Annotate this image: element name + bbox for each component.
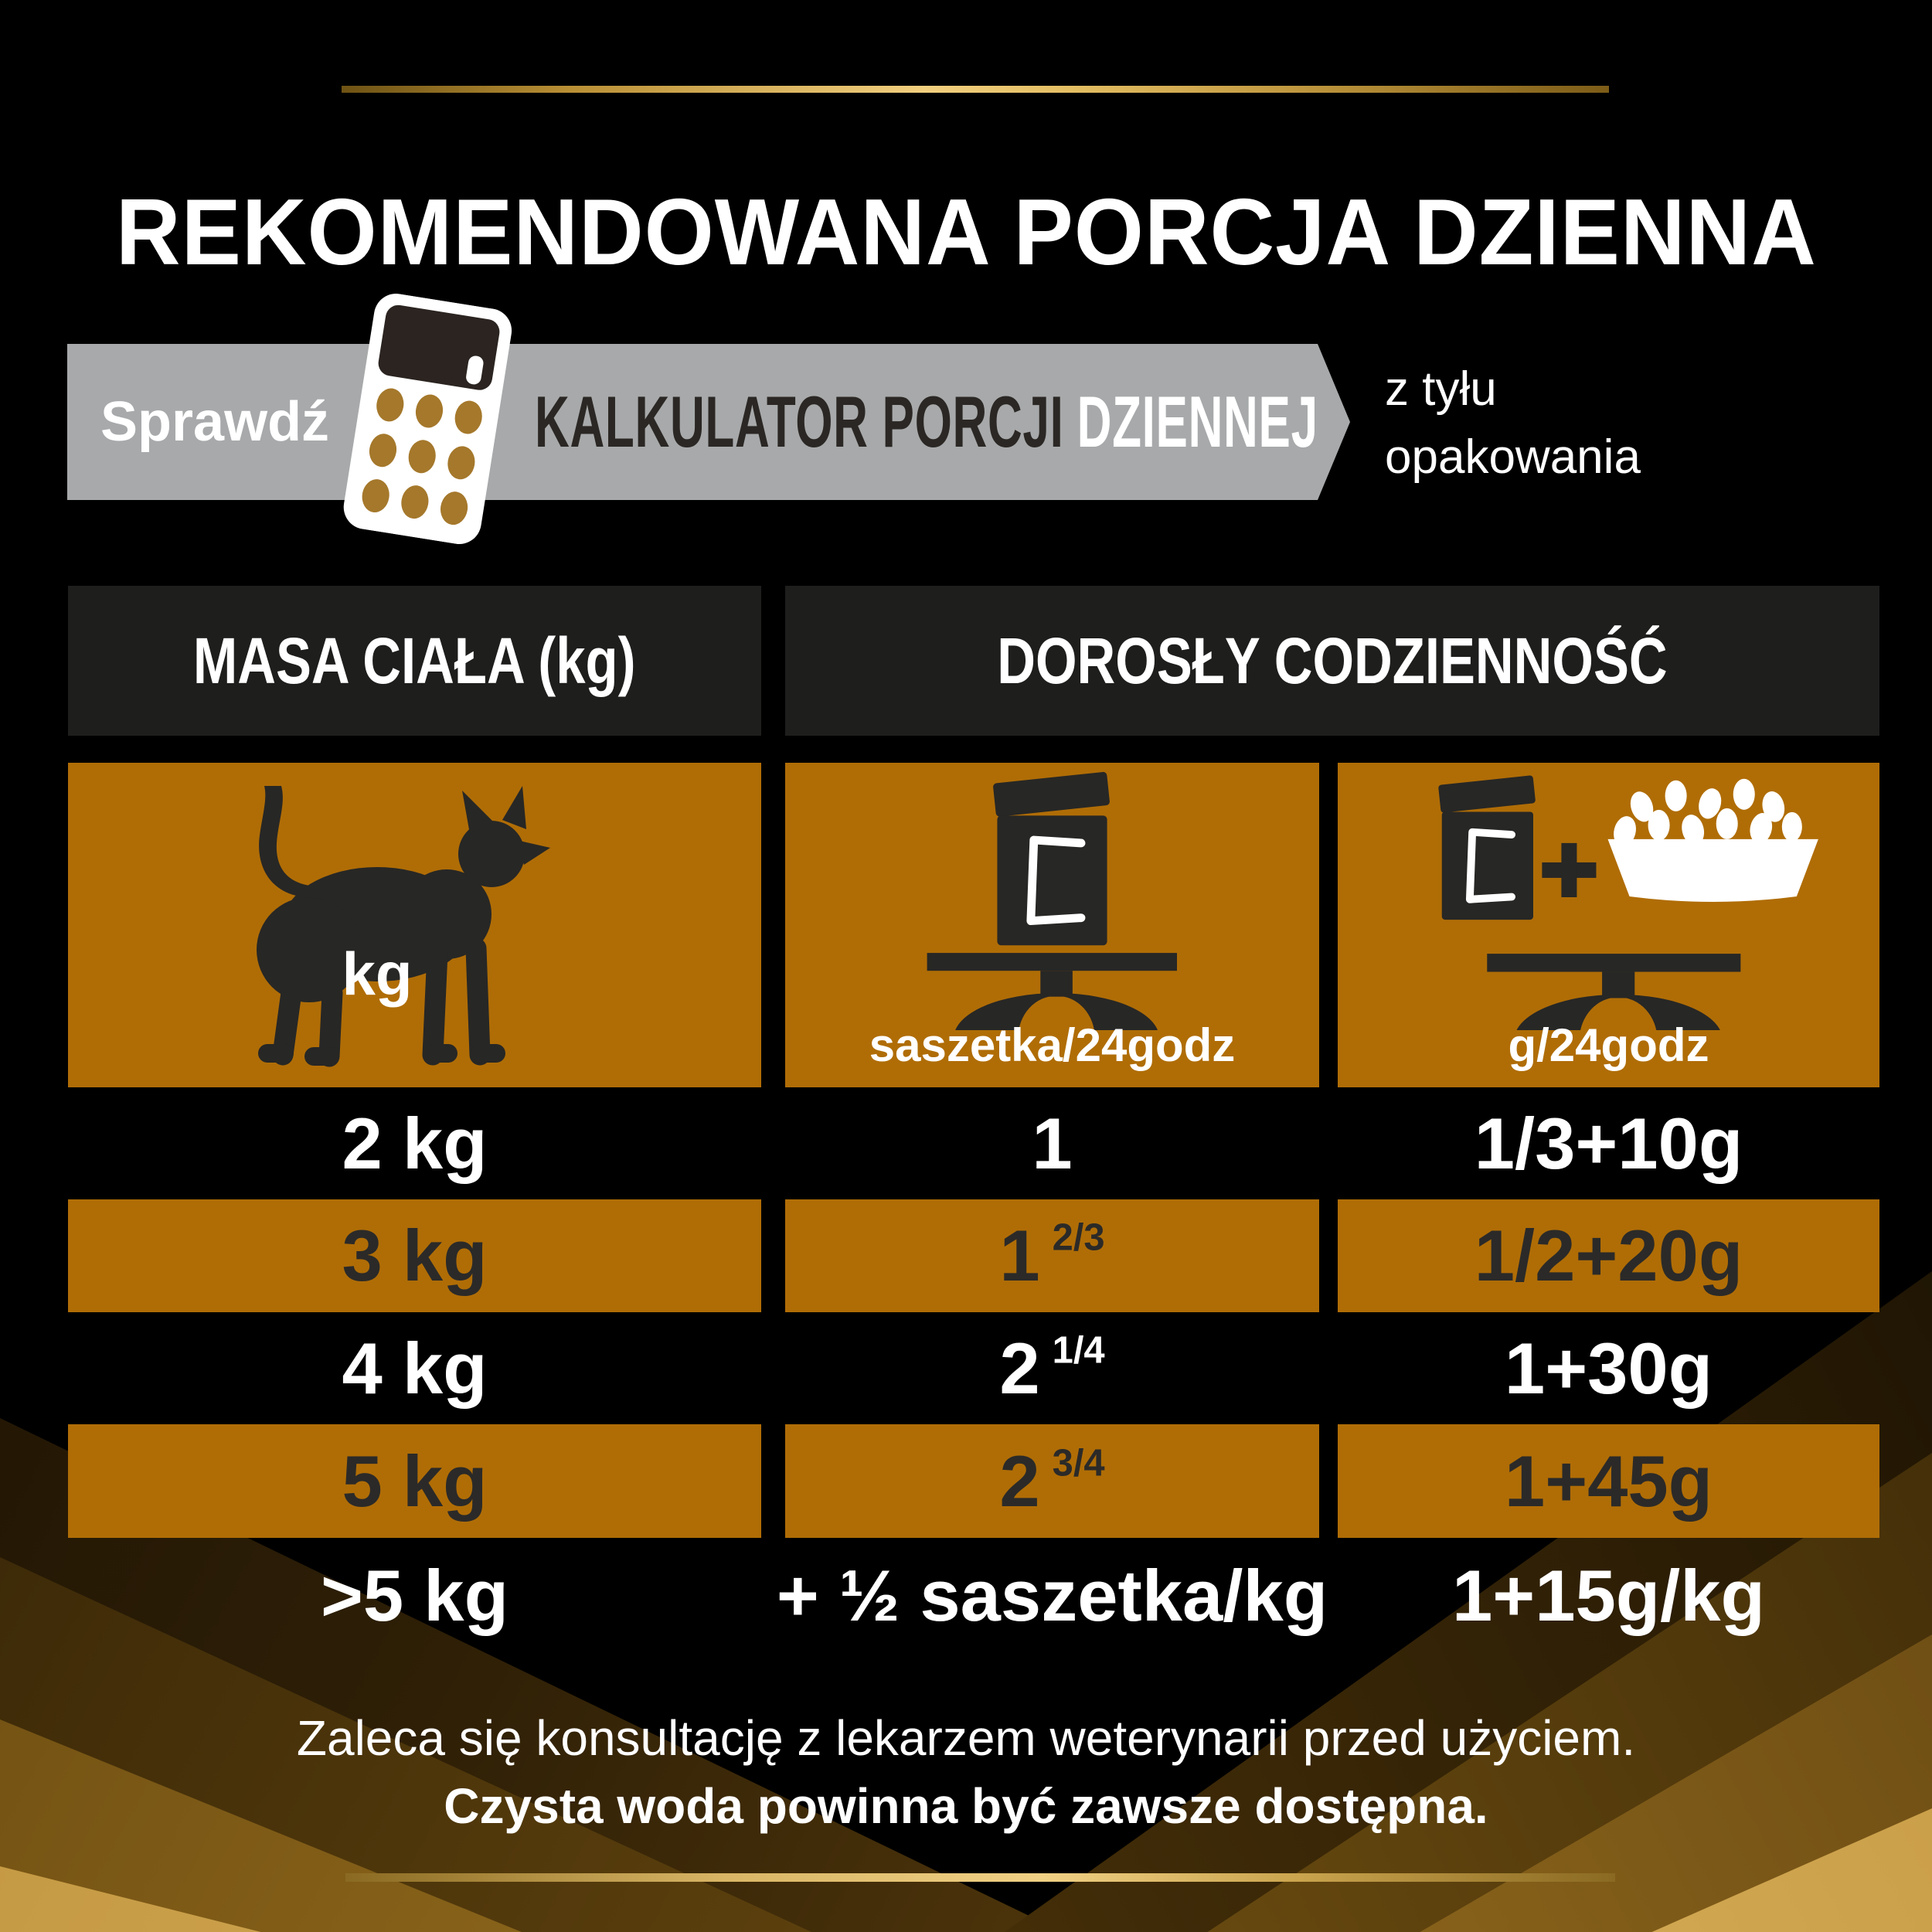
table-row-pouches [785,1424,1319,1538]
calculator-banner-title [535,344,1318,500]
banner-arrow-icon [1318,344,1350,500]
table-row-mix: 1+30g [1504,1327,1713,1409]
table-row-weight: >5 kg [321,1555,509,1636]
pouch-scale-icon [785,767,1319,1030]
icon-cell-weight [68,763,761,1087]
header-body-weight-label: MASA CIAŁA (kg) [193,624,636,697]
pouches-value: 1 [1032,1102,1073,1184]
cat-kg-label: kg [342,940,413,1008]
header-adult-daily-label: DOROSŁY CODZIENNOŚĆ [997,624,1668,697]
vet-consult-note: Zaleca się konsultację z lekarzem weterynarii przed użyciem. [296,1710,1636,1766]
table-row-mix: 1+45g [1338,1424,1879,1538]
calculator-banner-title-light: DZIENNEJ [1077,381,1318,462]
table-row-pouches [785,1199,1319,1312]
pouch-unit-label: saszetka/24godz [869,1019,1236,1071]
bottom-gold-divider [345,1873,1615,1882]
pouches-fraction: 3/4 [1052,1441,1105,1484]
table-row-pouches [785,1312,1319,1424]
cat-icon [192,781,563,1067]
table-row-weight: 2 kg [342,1102,488,1184]
icon-cell-pouch [785,763,1319,1087]
back-of-pack-note [1385,355,1641,492]
plus-icon [1542,843,1596,897]
pouches-fraction: 2/3 [1052,1216,1105,1259]
page-title-text: REKOMENDOWANA PORCJA DZIENNA [115,179,1817,284]
pouches-value: + ½ saszetka/kg [776,1555,1328,1636]
fresh-water-note: Czysta woda powinna być zawsze dostępna. [444,1778,1488,1834]
pouches-fraction: 1/4 [1052,1328,1105,1371]
table-row-mix: 1/2+20g [1338,1199,1879,1312]
back-note-line1: z tyłu [1385,362,1497,416]
table-row-mix: 1/3+10g [1474,1102,1743,1184]
pouches-value: 2 [999,1327,1040,1409]
pouches-value: 2 [999,1440,1040,1522]
pouch-plus-bowl-icon [1338,767,1879,1030]
table-row-weight: 4 kg [342,1327,488,1409]
table-row-mix: 1+15g/kg [1452,1555,1765,1636]
header-adult-daily [785,586,1879,736]
header-body-weight [68,586,761,736]
table-row-pouches [776,1538,1328,1654]
mix-unit-label: g/24godz [1508,1019,1709,1071]
page-title [0,178,1932,286]
icon-cell-mix [1338,763,1879,1087]
calculator-icon-svg [339,291,515,548]
table-row-weight: 3 kg [68,1199,761,1312]
table-row-weight: 5 kg [68,1424,761,1538]
calculator-icon [339,291,516,552]
back-note-line2: opakowania [1385,430,1641,484]
top-gold-divider [342,86,1609,93]
table-row-pouches [785,1087,1319,1199]
check-label: Sprawdź [100,391,330,453]
calculator-banner-title-dark: KALKULATOR PORCJI [535,381,1064,462]
pouches-value: 1 [999,1215,1040,1296]
